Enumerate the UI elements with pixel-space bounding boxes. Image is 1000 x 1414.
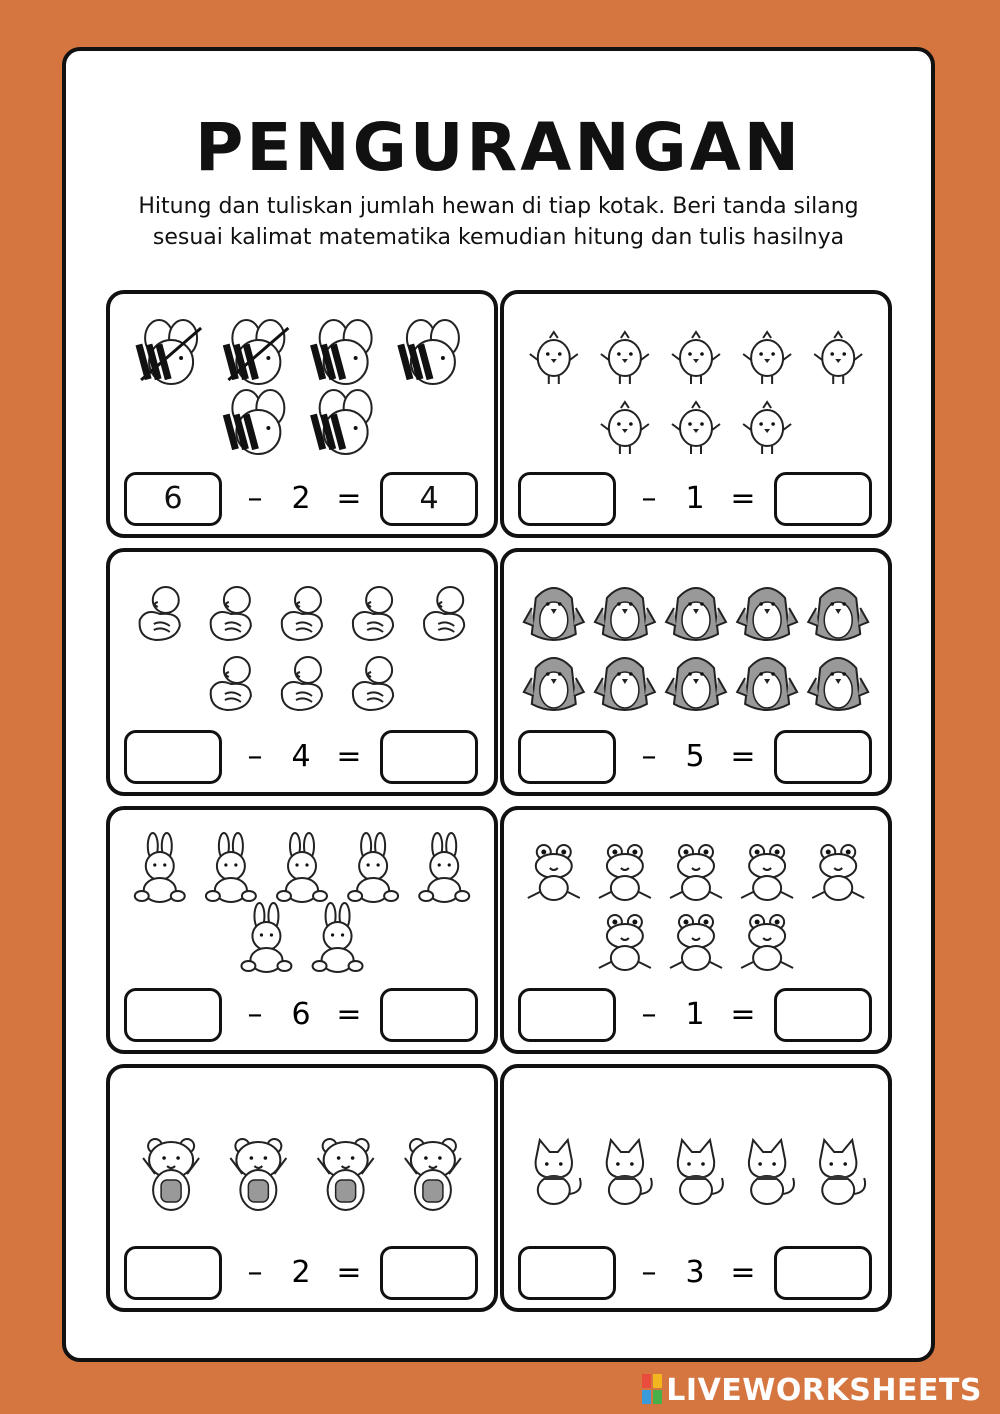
- animal-group: [504, 552, 888, 727]
- chick-icon: [601, 332, 649, 384]
- duck-icon: [140, 587, 180, 640]
- rabbit-icon: [135, 833, 185, 902]
- penguin-icon: [737, 588, 797, 640]
- equals-sign: =: [336, 481, 362, 516]
- answer-box-right[interactable]: [380, 730, 478, 784]
- subtract-number: 3: [685, 1255, 705, 1290]
- penguin-icon: [666, 658, 726, 710]
- equals-sign: =: [336, 997, 362, 1032]
- liveworksheets-logo: [642, 1373, 982, 1408]
- bee-icon: [223, 320, 289, 384]
- subtract-number: 4: [291, 739, 311, 774]
- bear-icon: [230, 1139, 286, 1210]
- chick-icon: [743, 402, 791, 454]
- equals-sign: =: [730, 481, 756, 516]
- minus-sign: –: [247, 997, 263, 1032]
- equation-row: [518, 1246, 878, 1302]
- penguin-icon: [595, 658, 655, 710]
- subtract-number: 1: [685, 481, 705, 516]
- penguin-icon: [737, 658, 797, 710]
- bee-icon: [136, 320, 202, 384]
- rabbit-icon: [313, 903, 363, 972]
- answer-box-left[interactable]: 6: [124, 472, 222, 526]
- rabbit-icon: [277, 833, 327, 902]
- problem-card: [106, 1064, 498, 1312]
- equals-sign: =: [336, 1255, 362, 1290]
- answer-box-right[interactable]: [774, 730, 872, 784]
- penguin-icon: [808, 658, 868, 710]
- penguin-icon: [595, 588, 655, 640]
- problem-card: [500, 1064, 892, 1312]
- minus-sign: –: [641, 481, 657, 516]
- bee-icon: [310, 390, 372, 454]
- equals-sign: =: [730, 1255, 756, 1290]
- problem-card: [500, 548, 892, 796]
- rabbit-icon: [348, 833, 398, 902]
- bear-icon: [405, 1139, 461, 1210]
- subtract-number: 5: [685, 739, 705, 774]
- answer-box-right[interactable]: [774, 988, 872, 1042]
- cat-icon: [749, 1140, 794, 1204]
- chick-icon: [672, 402, 720, 454]
- frog-icon: [528, 845, 580, 900]
- subtract-number: 6: [291, 997, 311, 1032]
- duck-icon: [353, 587, 393, 640]
- equation-row: [518, 988, 878, 1044]
- penguin-icon: [666, 588, 726, 640]
- bear-icon: [318, 1139, 374, 1210]
- liveworksheets-icon: [642, 1374, 662, 1404]
- minus-sign: –: [247, 481, 263, 516]
- answer-box-right[interactable]: [774, 1246, 872, 1300]
- answer-box-left[interactable]: [124, 1246, 222, 1300]
- answer-box-left[interactable]: [124, 730, 222, 784]
- frog-icon: [599, 915, 651, 970]
- frog-icon: [670, 845, 722, 900]
- problem-card: [106, 806, 498, 1054]
- cat-icon: [607, 1140, 652, 1204]
- animal-group: [110, 552, 494, 727]
- bee-icon: [310, 320, 372, 384]
- animal-group: [504, 1068, 888, 1243]
- frog-icon: [812, 845, 864, 900]
- answer-box-left[interactable]: [518, 730, 616, 784]
- frog-icon: [741, 845, 793, 900]
- equation-row: [124, 730, 484, 786]
- animal-group: [504, 294, 888, 469]
- answer-box-left[interactable]: [518, 1246, 616, 1300]
- answer-box-left[interactable]: [518, 988, 616, 1042]
- answer-box-right[interactable]: [380, 988, 478, 1042]
- rabbit-icon: [419, 833, 469, 902]
- subtract-number: 2: [291, 1255, 311, 1290]
- duck-icon: [424, 587, 464, 640]
- animal-group: [110, 294, 494, 469]
- answer-box-right[interactable]: [774, 472, 872, 526]
- frog-icon: [599, 845, 651, 900]
- page-title: PENGURANGAN: [194, 109, 803, 186]
- equation-row: [124, 988, 484, 1044]
- minus-sign: –: [641, 997, 657, 1032]
- problem-card: [106, 548, 498, 796]
- minus-sign: –: [641, 1255, 657, 1290]
- problem-card: [500, 806, 892, 1054]
- instructions: Hitung dan tuliskan jumlah hewan di tiap kotak. Beri tanda silang sesuai kalimat matematika kemudian hitung dan tulis hasilnya: [138, 194, 859, 250]
- equals-sign: =: [730, 739, 756, 774]
- chick-icon: [672, 332, 720, 384]
- answer-box-left[interactable]: [518, 472, 616, 526]
- subtract-number: 1: [685, 997, 705, 1032]
- animal-group: [110, 810, 494, 985]
- answer-box-right[interactable]: [380, 1246, 478, 1300]
- equation-row: [124, 1246, 484, 1302]
- problem-card: [106, 290, 498, 538]
- frog-icon: [741, 915, 793, 970]
- cat-icon: [678, 1140, 723, 1204]
- duck-icon: [282, 657, 322, 710]
- equals-sign: =: [730, 997, 756, 1032]
- chick-icon: [743, 332, 791, 384]
- bear-icon: [143, 1139, 199, 1210]
- cat-icon: [820, 1140, 865, 1204]
- duck-icon: [282, 587, 322, 640]
- footer-brand: LIVEWORKSHEETS: [666, 1373, 982, 1408]
- chick-icon: [601, 402, 649, 454]
- frog-icon: [670, 915, 722, 970]
- duck-icon: [353, 657, 393, 710]
- bee-icon: [397, 320, 459, 384]
- penguin-icon: [808, 588, 868, 640]
- minus-sign: –: [641, 739, 657, 774]
- animal-group: [110, 1068, 494, 1243]
- subtract-number: 2: [291, 481, 311, 516]
- equation-row: [518, 472, 878, 528]
- cat-icon: [536, 1140, 581, 1204]
- minus-sign: –: [247, 739, 263, 774]
- equation-row: [124, 472, 484, 528]
- penguin-icon: [524, 658, 584, 710]
- answer-box-left[interactable]: [124, 988, 222, 1042]
- duck-icon: [211, 587, 251, 640]
- problem-card: [500, 290, 892, 538]
- duck-icon: [211, 657, 251, 710]
- equation-row: [518, 730, 878, 786]
- animal-group: [504, 810, 888, 985]
- penguin-icon: [524, 588, 584, 640]
- bee-icon: [223, 390, 285, 454]
- rabbit-icon: [206, 833, 256, 902]
- minus-sign: –: [247, 1255, 263, 1290]
- answer-box-right[interactable]: 4: [380, 472, 478, 526]
- equals-sign: =: [336, 739, 362, 774]
- chick-icon: [530, 332, 578, 384]
- rabbit-icon: [241, 903, 291, 972]
- chick-icon: [814, 332, 862, 384]
